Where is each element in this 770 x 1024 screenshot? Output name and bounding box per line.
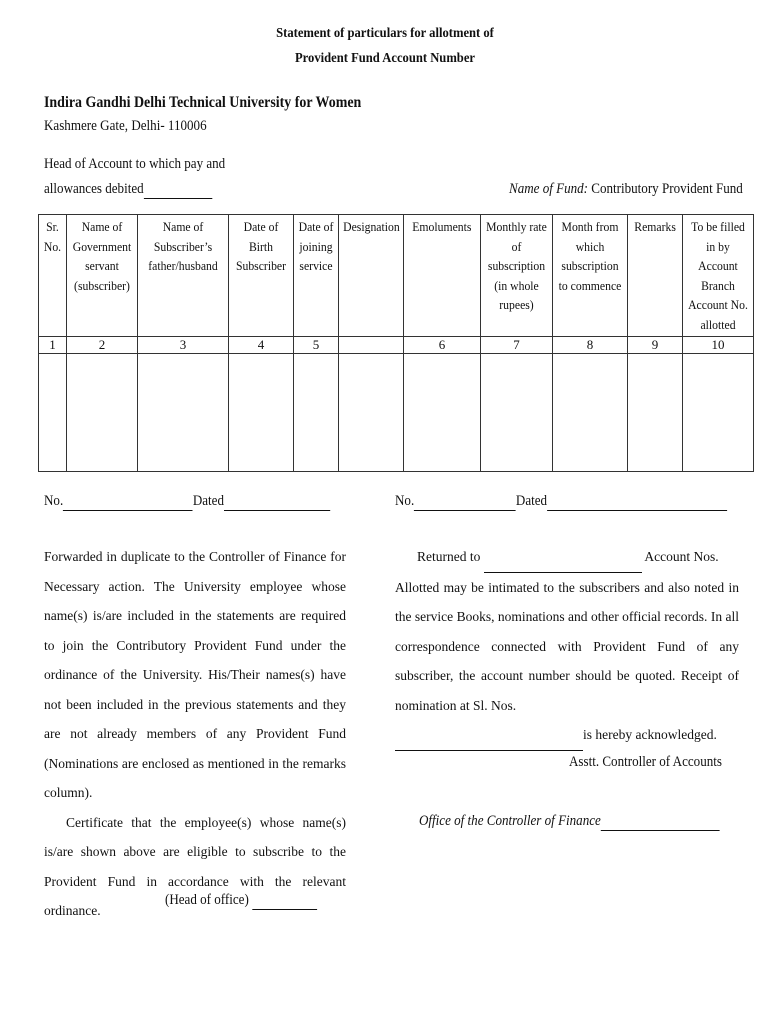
- head-of-office-label: (Head of office): [165, 892, 249, 908]
- fund-name: [509, 181, 743, 198]
- entry-cell[interactable]: [39, 354, 67, 472]
- header-sr-no: Sr. No.: [39, 215, 67, 337]
- head-of-office-blank[interactable]: [252, 892, 317, 910]
- fund-value: Contributory Provident Fund: [591, 181, 743, 197]
- university-address: Kashmere Gate, Delhi- 110006: [44, 118, 207, 134]
- particulars-table: [38, 214, 754, 472]
- entry-cell[interactable]: [404, 354, 481, 472]
- col-number: 2: [67, 337, 138, 354]
- col-number: 7: [481, 337, 553, 354]
- col-number: 8: [553, 337, 628, 354]
- right-dated-blank[interactable]: [547, 493, 727, 511]
- office-controller-label: Office of the Controller of Finance: [419, 813, 601, 829]
- allotment-paragraph: Allotted may be intimated to the subscribers and also noted in the service Books, nominations and other official records. In all correspondence connected with Provident Fund of any subscriber, the account number should be quoted. Receipt of nomination at Sl. Nos.: [395, 579, 739, 713]
- form-title-line2: Provident Fund Account Number: [294, 51, 476, 66]
- header-date-of-birth: Date of Birth Subscriber: [229, 215, 294, 337]
- university-name: Indira Gandhi Delhi Technical University for Women: [44, 94, 362, 111]
- right-no-label: No.: [395, 493, 415, 509]
- left-dated-label: Dated: [192, 493, 224, 509]
- col-number: 4: [229, 337, 294, 354]
- col-number: 6: [404, 337, 481, 354]
- returned-to-blank[interactable]: [484, 542, 642, 573]
- acknowledged-text: is hereby acknowledged.: [583, 727, 717, 742]
- header-emoluments: Emoluments: [404, 215, 481, 337]
- header-date-of-joining: Date of joining service: [294, 215, 339, 337]
- entry-cell[interactable]: [628, 354, 683, 472]
- header-account-branch: To be filled in by Account Branch Account No. allotted: [683, 215, 754, 337]
- right-no-dated: [395, 493, 727, 511]
- asst-controller-signature: Asstt. Controller of Accounts: [569, 754, 722, 770]
- head-of-account-label: allowances debited: [44, 181, 144, 197]
- account-nos-label: Account Nos.: [644, 549, 719, 564]
- left-no-dated: [44, 493, 330, 511]
- form-title-line1: Statement of particulars for allotment of: [276, 26, 494, 41]
- entry-cell[interactable]: [229, 354, 294, 472]
- left-no-blank[interactable]: [63, 493, 193, 511]
- col-number: [339, 337, 404, 354]
- entry-cell[interactable]: [683, 354, 754, 472]
- header-designation: Designation: [339, 215, 404, 337]
- certificate-paragraph: Certificate that the employee(s) whose name(s) is/are shown above are eligible to subscribe to the Provident Fund in accordance with the relevant ordinance.: [44, 814, 346, 918]
- col-number: 3: [138, 337, 229, 354]
- nomination-blank[interactable]: [395, 720, 583, 751]
- entry-cell[interactable]: [67, 354, 138, 472]
- table-number-row: [39, 337, 754, 354]
- entry-cell[interactable]: [138, 354, 229, 472]
- col-number: 10: [683, 337, 754, 354]
- header-month-from: Month from which subscription to commence: [553, 215, 628, 337]
- office-controller-blank[interactable]: [601, 813, 720, 831]
- office-controller-finance: [419, 813, 720, 831]
- head-of-account-line1: Head of Account to which pay and: [44, 156, 226, 172]
- header-government-servant: Name of Government servant (subscriber): [67, 215, 138, 337]
- returned-to-label: Returned to: [417, 549, 481, 564]
- left-dated-blank[interactable]: [224, 493, 330, 511]
- header-remarks: Remarks: [628, 215, 683, 337]
- right-return-section: [395, 542, 739, 751]
- col-number: 9: [628, 337, 683, 354]
- table-entry-row: [39, 354, 754, 472]
- forwarding-paragraph: Forwarded in duplicate to the Controller of Finance for Necessary action. The University employee whose name(s) is/are included in the statements are required to join the Contributory Provident Fund under the ordinance of the University. His/Their names(s) have not been included in the previous statements and they are not already members of any Provident Fund (Nominations are enclosed as mentioned in the remarks column).: [44, 549, 346, 800]
- head-of-account-blank[interactable]: [144, 181, 212, 199]
- right-dated-label: Dated: [515, 493, 548, 509]
- acknowledgement-line: [395, 720, 739, 751]
- head-of-account-line2: [44, 181, 212, 199]
- head-of-office-signature: [165, 892, 317, 910]
- entry-cell[interactable]: [481, 354, 553, 472]
- header-father-husband: Name of Subscriber’s father/husband: [138, 215, 229, 337]
- left-no-label: No.: [44, 493, 64, 509]
- right-no-blank[interactable]: [414, 493, 516, 511]
- entry-cell[interactable]: [339, 354, 404, 472]
- col-number: 1: [39, 337, 67, 354]
- entry-cell[interactable]: [294, 354, 339, 472]
- left-forwarding-section: [44, 542, 346, 926]
- entry-cell[interactable]: [553, 354, 628, 472]
- col-number: 5: [294, 337, 339, 354]
- table-header-row: [39, 215, 754, 337]
- returned-to-line: [395, 542, 739, 573]
- fund-label: Name of Fund:: [509, 181, 589, 197]
- header-monthly-rate: Monthly rate of subscription (in whole rupees): [481, 215, 553, 337]
